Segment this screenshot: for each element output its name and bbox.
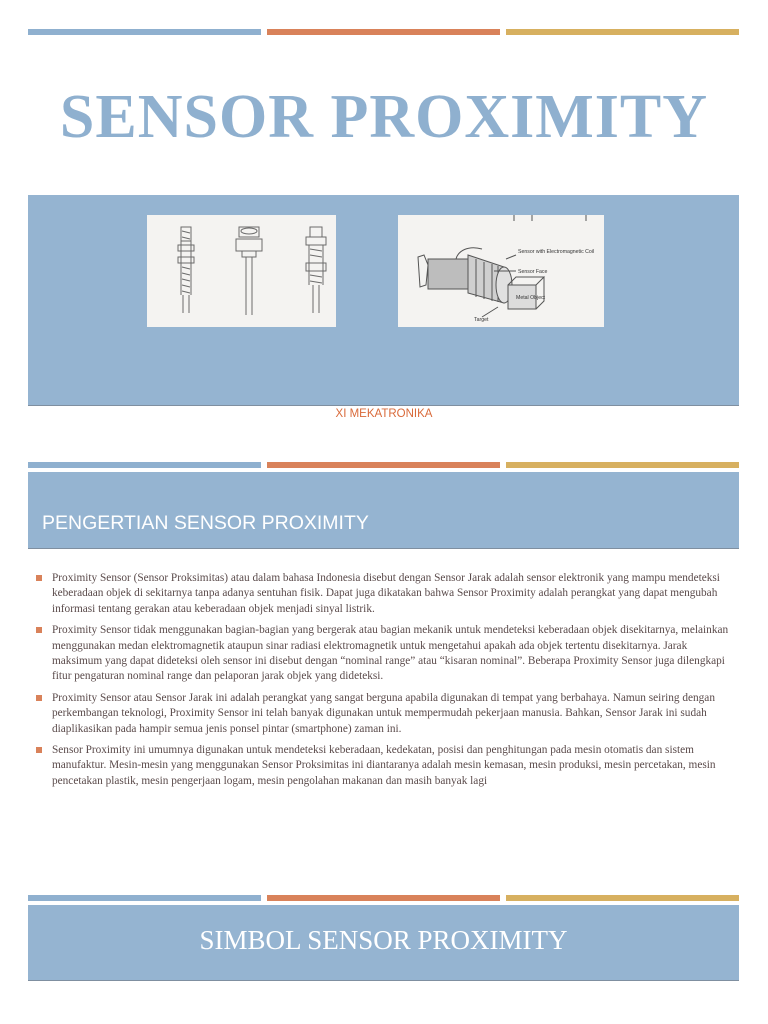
section-heading: SIMBOL SENSOR PROXIMITY	[199, 925, 568, 955]
slide-title: SENSOR PROXIMITY	[59, 83, 709, 151]
sensor-types-drawing	[147, 215, 336, 327]
accent-stripe-orange	[267, 895, 500, 901]
bullet-item	[36, 743, 730, 789]
accent-stripe-orange	[267, 29, 500, 35]
bullet-square-icon	[36, 695, 42, 701]
sensor-types-image	[147, 215, 336, 327]
label-sensor-coil: Sensor with Electromagnetic Coil	[518, 249, 595, 255]
section-divider	[28, 548, 739, 549]
bullet-item	[36, 571, 730, 617]
slide-subtitle: XI MEKATRONIKA	[335, 408, 433, 420]
section-heading: PENGERTIAN SENSOR PROXIMITY	[42, 512, 369, 534]
accent-stripe-gold	[506, 895, 739, 901]
label-target: Target	[474, 317, 489, 323]
section-header	[28, 472, 739, 548]
accent-stripe-blue	[28, 29, 261, 35]
accent-stripe-gold	[506, 29, 739, 35]
bullet-square-icon	[36, 627, 42, 633]
bullet-text: Proximity Sensor (Sensor Proksimitas) atau dalam bahasa Indonesia disebut dengan Sensor Jarak adalah sensor elektronik yang mampu mendeteksi keberadaan objek di sekitarnya tanpa adanya sentuhan fisik. Dapat juga dikatakan bahwa Sensor Proximity adalah perangkat yang dapat mengubah informasi tentang gerakan atau keberadaan objek menjadi sinyal listrik.	[52, 572, 720, 615]
accent-stripe-orange	[267, 462, 500, 468]
accent-stripe-blue	[28, 462, 261, 468]
section-divider	[28, 980, 739, 981]
bullet-square-icon	[36, 747, 42, 753]
label-sensor-face: Sensor Face	[518, 269, 548, 275]
bullet-text: Proximity Sensor atau Sensor Jarak ini adalah perangkat yang sangat berguna apabila digunakan di tempat yang berbahaya. Namun seiring dengan perkembangan teknologi, Proximity Sensor ini telah banyak digunakan untuk mempermudah pekerjaan manusia. Bahkan, Sensor Jarak ini sudah diaplikasikan pada hampir semua jenis ponsel pintar (smartphone) zaman ini.	[52, 691, 715, 735]
bullet-list	[36, 571, 730, 795]
image-band	[28, 195, 739, 405]
accent-stripe-blue	[28, 895, 261, 901]
bullet-item	[36, 691, 730, 737]
sensor-diagram-image	[398, 215, 604, 327]
bullet-text: Sensor Proximity ini umumnya digunakan untuk mendeteksi keberadaan, kedekatan, posisi dan penghitungan pada mesin otomatis dan sistem manufaktur. Mesin-mesin yang menggunakan Sensor Proksimitas ini diantaranya adalah mesin kemasan, mesin produksi, mesin percetakan, mesin pencetakan plastik, mesin pengerjaan logam, mesin pengolahan makanan dan masih banyak lagi	[52, 744, 716, 787]
label-metal-object: Metal Object	[516, 295, 546, 301]
bullet-square-icon	[36, 575, 42, 581]
bullet-item	[36, 623, 730, 685]
image-band-divider	[28, 405, 739, 406]
accent-stripe-gold	[506, 462, 739, 468]
bullet-text: Proximity Sensor tidak menggunakan bagian-bagian yang bergerak atau bagian mekanik untuk mendeteksi keberadaan objek disekitarnya, melainkan menggunakan medan elektromagnetik ataupun sinar radiasi elektromagnetik untuk mengetahui apakah ada objek tertentu disekitarnya. Jarak maksimum yang dapat dideteksi oleh sensor ini disebut dengan “nominal range” atau “kisaran nominal”. Beberapa Proximity Sensor juga dilengkapi fitur pengaturan nominal range dan pelaporan jarak objek yang dideteksi.	[52, 624, 729, 683]
sensor-diagram-drawing	[398, 215, 604, 327]
section-header	[28, 905, 739, 980]
